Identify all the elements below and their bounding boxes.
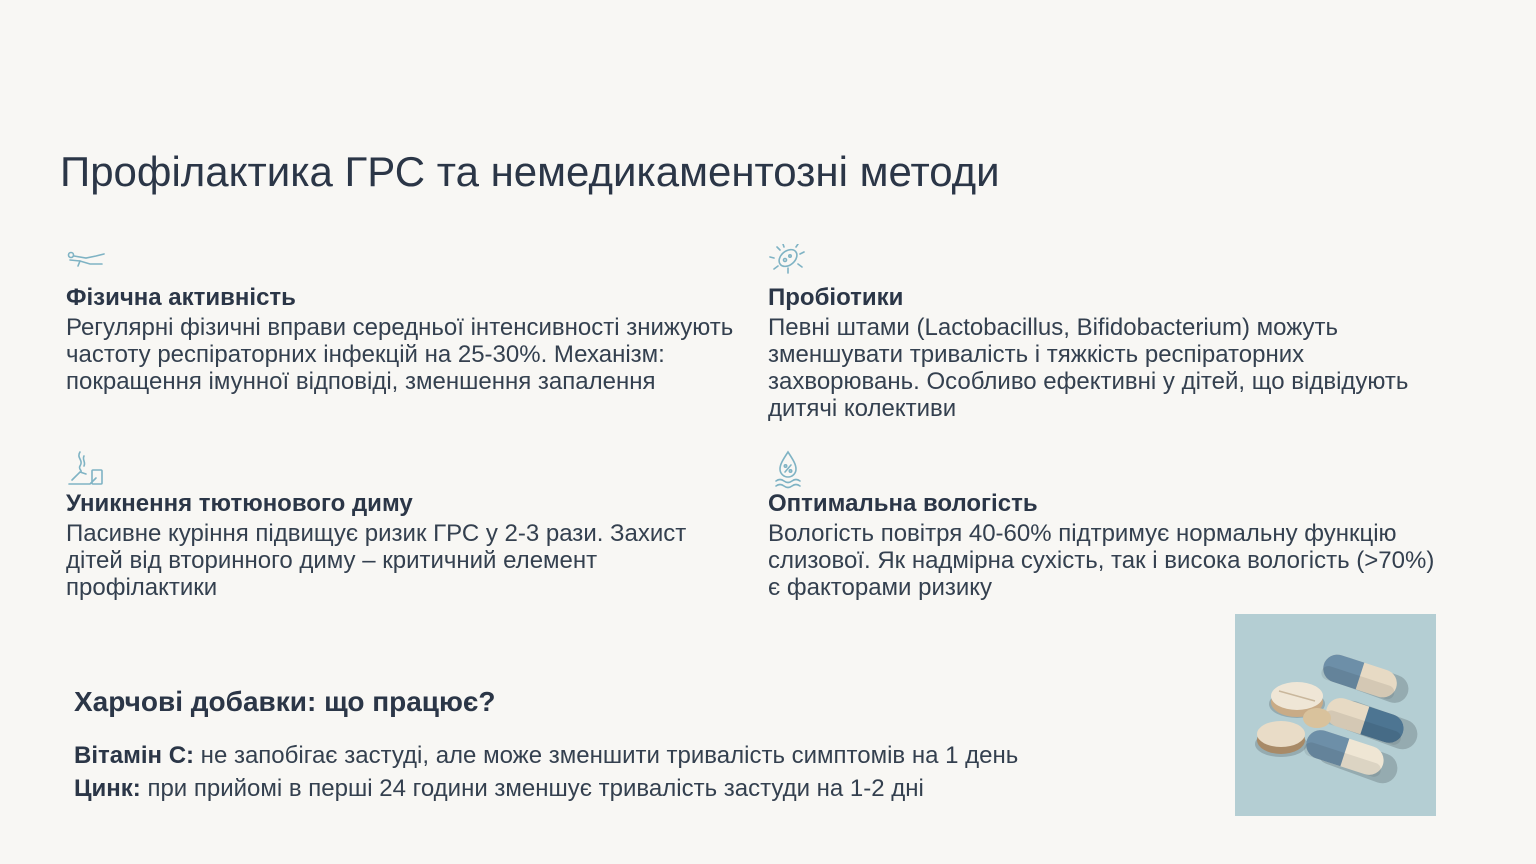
supplement-item-vitamin-c [74,742,1018,770]
exercise-icon [66,244,106,284]
humidity-icon [768,450,808,490]
card-heading: Уникнення тютюнового диму [66,490,413,517]
card-text: Пасивне куріння підвищує ризик ГРС у 2-3 рази. Захист дітей від вторинного диму – критичний елемент профілактики [66,520,687,601]
supplement-item-zinc [74,775,924,803]
pills-illustration [1235,614,1436,816]
bacteria-icon [768,244,808,284]
card-text: Регулярні фізичні вправи середньої інтенсивності знижують частоту респіраторних інфекцій на 25-30%. Механізм: покращення імунної відповіді, зменшення запалення [66,314,734,395]
supplement-label: Цинк: [74,775,141,802]
supplement-text: не запобігає застуді, але може зменшити тривалість симптомів на 1 день [194,742,1019,769]
card-heading: Пробіотики [768,284,904,311]
supplement-label: Вітамін С: [74,742,195,769]
card-heading: Оптимальна вологість [768,490,1038,517]
card-heading: Фізична активність [66,284,296,311]
card-text: Певні штами (Lactobacillus, Bifidobacterium) можуть зменшувати тривалість і тяжкість респіраторних захворювань. Особливо ефективні у дітей, що відвідують дитячі колективи [768,314,1409,422]
supplements-title: Харчові добавки: що працює? [74,686,496,717]
slide-title: Профілактика ГРС та немедикаментозні методи [60,148,1000,195]
supplement-text: при прийомі в перші 24 години зменшує тривалість застуди на 1-2 дні [140,775,924,802]
card-text: Вологість повітря 40-60% підтримує нормальну функцію слизової. Як надмірна сухість, так і висока вологість (>70%) є факторами ризику [768,520,1435,601]
smoke-icon [66,450,106,490]
